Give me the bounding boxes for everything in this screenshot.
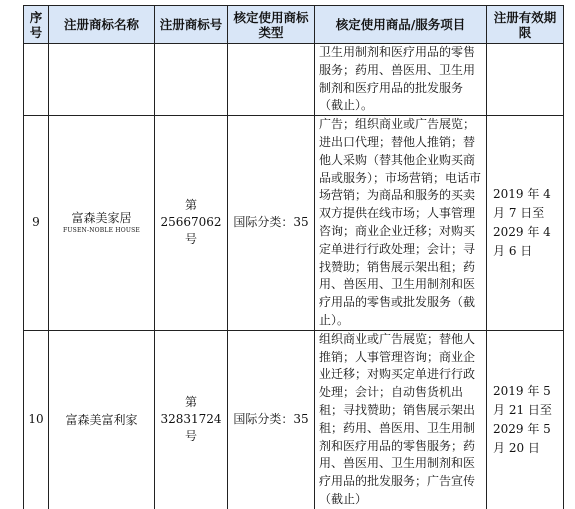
seq-cell — [24, 44, 49, 116]
registration-number-cell — [155, 330, 228, 508]
header-trademark-class: 核定使用商标类型 — [228, 6, 315, 44]
validity-cell — [487, 44, 564, 116]
trademark-class-cell: 国际分类：35 — [228, 330, 315, 508]
validity-cell: 2019 年 5 月 21 日至 2029 年 5 月 20 日 — [487, 330, 564, 508]
registration-number-prefix: 第 — [184, 395, 197, 410]
header-trademark-name: 注册商标名称 — [49, 6, 155, 44]
seq-cell: 9 — [24, 116, 49, 331]
validity-cell: 2019 年 4 月 7 日至 2029 年 4 月 6 日 — [487, 116, 564, 331]
seq-cell: 10 — [24, 330, 49, 508]
registration-number-cell — [155, 116, 228, 331]
header-row — [24, 6, 564, 44]
registration-number-prefix: 第 — [184, 198, 197, 213]
trademark-name-cell — [49, 116, 155, 331]
table-body — [24, 44, 564, 509]
header-registration-number: 注册商标号 — [155, 6, 228, 44]
goods-services-cell: 卫生用制剂和医疗用品的零售服务；药用、兽医用、卫生用制剂和医疗用品的批发服务（截止）。 — [315, 44, 487, 116]
table-row — [24, 330, 564, 508]
trademark-name-en: FUSEN-NOBLE HOUSE — [63, 227, 140, 235]
trademark-name-cn: 富森美富利家 — [65, 412, 138, 427]
header-seq: 序号 — [24, 6, 49, 44]
header-validity-period: 注册有效期限 — [487, 6, 564, 44]
goods-services-cell: 广告；组织商业或广告展览；进出口代理；替他人推销；替他人采购（替其他企业购买商品或服务）；市场营销；电话市场营销；为商品和服务的买卖双方提供在线市场；人事管理咨询；商业企业迁移；对购买定单进行行政处理；会计；寻找赞助；销售展示架出租；药用、兽医用、卫生用制剂和医疗用品的零售或批发服务（截止）。 — [315, 116, 487, 331]
registration-number-value: 25667062 — [160, 215, 222, 230]
table-row — [24, 116, 564, 331]
trademark-class-cell — [228, 44, 315, 116]
trademark-table — [23, 5, 564, 509]
registration-number-suffix: 号 — [184, 429, 197, 444]
table-header — [24, 6, 564, 44]
goods-services-cell: 组织商业或广告展览；替他人推销；人事管理咨询；商业企业迁移；对购买定单进行行政处理；会计；自动售货机出租；寻找赞助；销售展示架出租；药用、兽医用、卫生用制剂和医疗用品的零售服务；药用、兽医用、卫生用制剂和医疗用品的批发服务；广告宣传（截止） — [315, 330, 487, 508]
registration-number-value: 32831724 — [160, 412, 222, 427]
trademark-name-cell — [49, 330, 155, 508]
registration-number-suffix: 号 — [184, 232, 197, 247]
trademark-name-cn: 富森美家居 — [71, 211, 132, 226]
registration-number-cell — [155, 44, 228, 116]
header-goods-services: 核定使用商品/服务项目 — [315, 6, 487, 44]
trademark-name-cell — [49, 44, 155, 116]
table-row — [24, 44, 564, 116]
trademark-class-cell: 国际分类：35 — [228, 116, 315, 331]
